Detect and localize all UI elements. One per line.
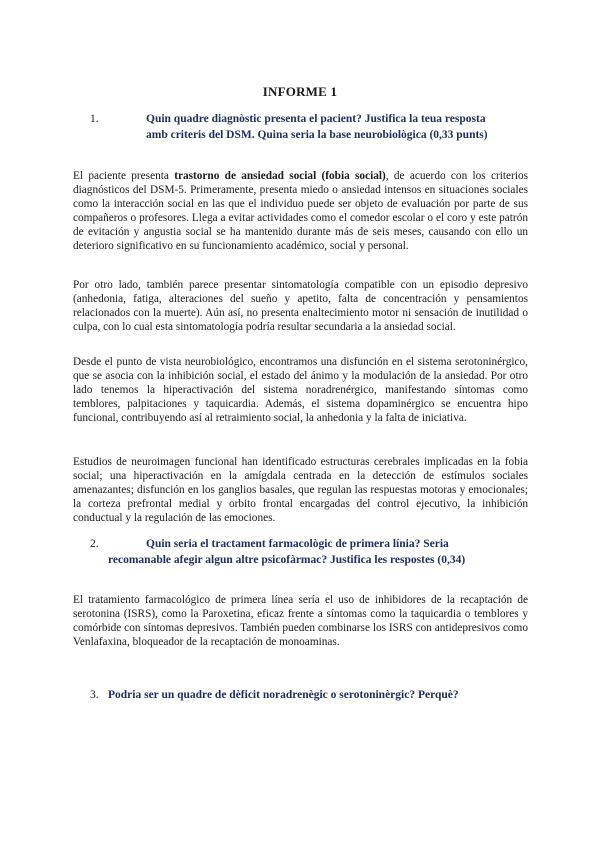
- question-3: [90, 688, 530, 704]
- question-1-line-2: amb criteris del DSM. Quina seria la base neurobiològica (0,33 punts): [146, 129, 488, 141]
- paragraph-4: Estudios de neuroimagen funcional han identificado estructuras cerebrales implicadas en la fobia social; una hiperactivación en la amígdala centrada en la detección de estímulos sociales amenazantes; disfunción en los ganglios basales, que regulan las respuestas motoras y emocionales; la corteza prefrontal medial y orbito frontal encargadas del control ejecutivo, la inhibición conductual y la regulación de las emociones.: [73, 456, 528, 525]
- paragraph-1-intro: El paciente presenta: [73, 170, 175, 182]
- question-3-number: 3.: [90, 689, 99, 701]
- question-1: [90, 112, 530, 144]
- paragraph-5: El tratamiento farmacológico de primera línea sería el uso de inhibidores de la recaptación de serotonina (ISRS), como la Paroxetina, eficaz frente a síntomas como la taquicardia o temblores y comórbide con síntomas depresivos. También pueden combinarse los ISRS con antidepresivos como Venlafaxina, bloqueador de la recaptación de monoaminas.: [73, 594, 528, 649]
- paragraph-2: Por otro lado, también parece presentar sintomatología compatible con un episodio depresivo (anhedonia, fatiga, alteraciones del sueño y apetito, falta de concentración y pensamientos relacionados con la muerte). Aún así, no presenta enaltecimiento motor ni sensación de inutilidad o culpa, con lo cual esta sintomatología podría resultar secundaria a la ansiedad social.: [73, 279, 528, 334]
- document-title: INFORME 1: [262, 84, 338, 99]
- question-3-line-1: Podria ser un quadre de dèficit noradrenègic o serotoninèrgic? Perquè?: [108, 689, 459, 701]
- paragraph-1-diagnosis: trastorno de ansiedad social (fobia social): [174, 170, 386, 182]
- question-2-number: 2.: [90, 538, 99, 550]
- question-1-line-1: Quin quadre diagnòstic presenta el pacient? Justifica la teua resposta: [146, 113, 486, 125]
- question-2-line-1: Quin seria el tractament farmacològic de primera línia? Seria: [146, 538, 449, 550]
- paragraph-1: [73, 169, 528, 254]
- question-2-line-2: recomanable afegir algun altre psicofàrmac? Justifica les respostes (0,34): [108, 554, 466, 566]
- question-1-number: 1.: [90, 113, 99, 125]
- paragraph-1-body: , de acuerdo con los criterios diagnósticos del DSM-5. Primeramente, presenta miedo o ansiedad intensos en situaciones sociales como la interacción social en las que el individuo puede ser objeto de evaluación por parte de sus compañeros o profesores. Llega a evitar actividades como el comedor escolar o el coro y este patrón de evitación y angustia social se ha mantenido durante más de seis meses, causando con ello un deterioro significativo en su funcionamiento académico, social y personal.: [73, 170, 528, 253]
- question-2: [90, 537, 530, 569]
- paragraph-3: Desde el punto de vista neurobiológico, encontramos una disfunción en el sistema serotoninérgico, que se asocia con la inhibición social, el estado del ánimo y la modulación de la ansiedad. Por otro lado tenemos la hiperactivación del sistema noradrenérgico, manifestando síntomas como temblores, palpitaciones y taquicardia. Además, el sistema dopaminérgico se encuentra hipo funcional, contribuyendo así al retraimiento social, la anhedonia y la falta de iniciativa.: [73, 356, 528, 425]
